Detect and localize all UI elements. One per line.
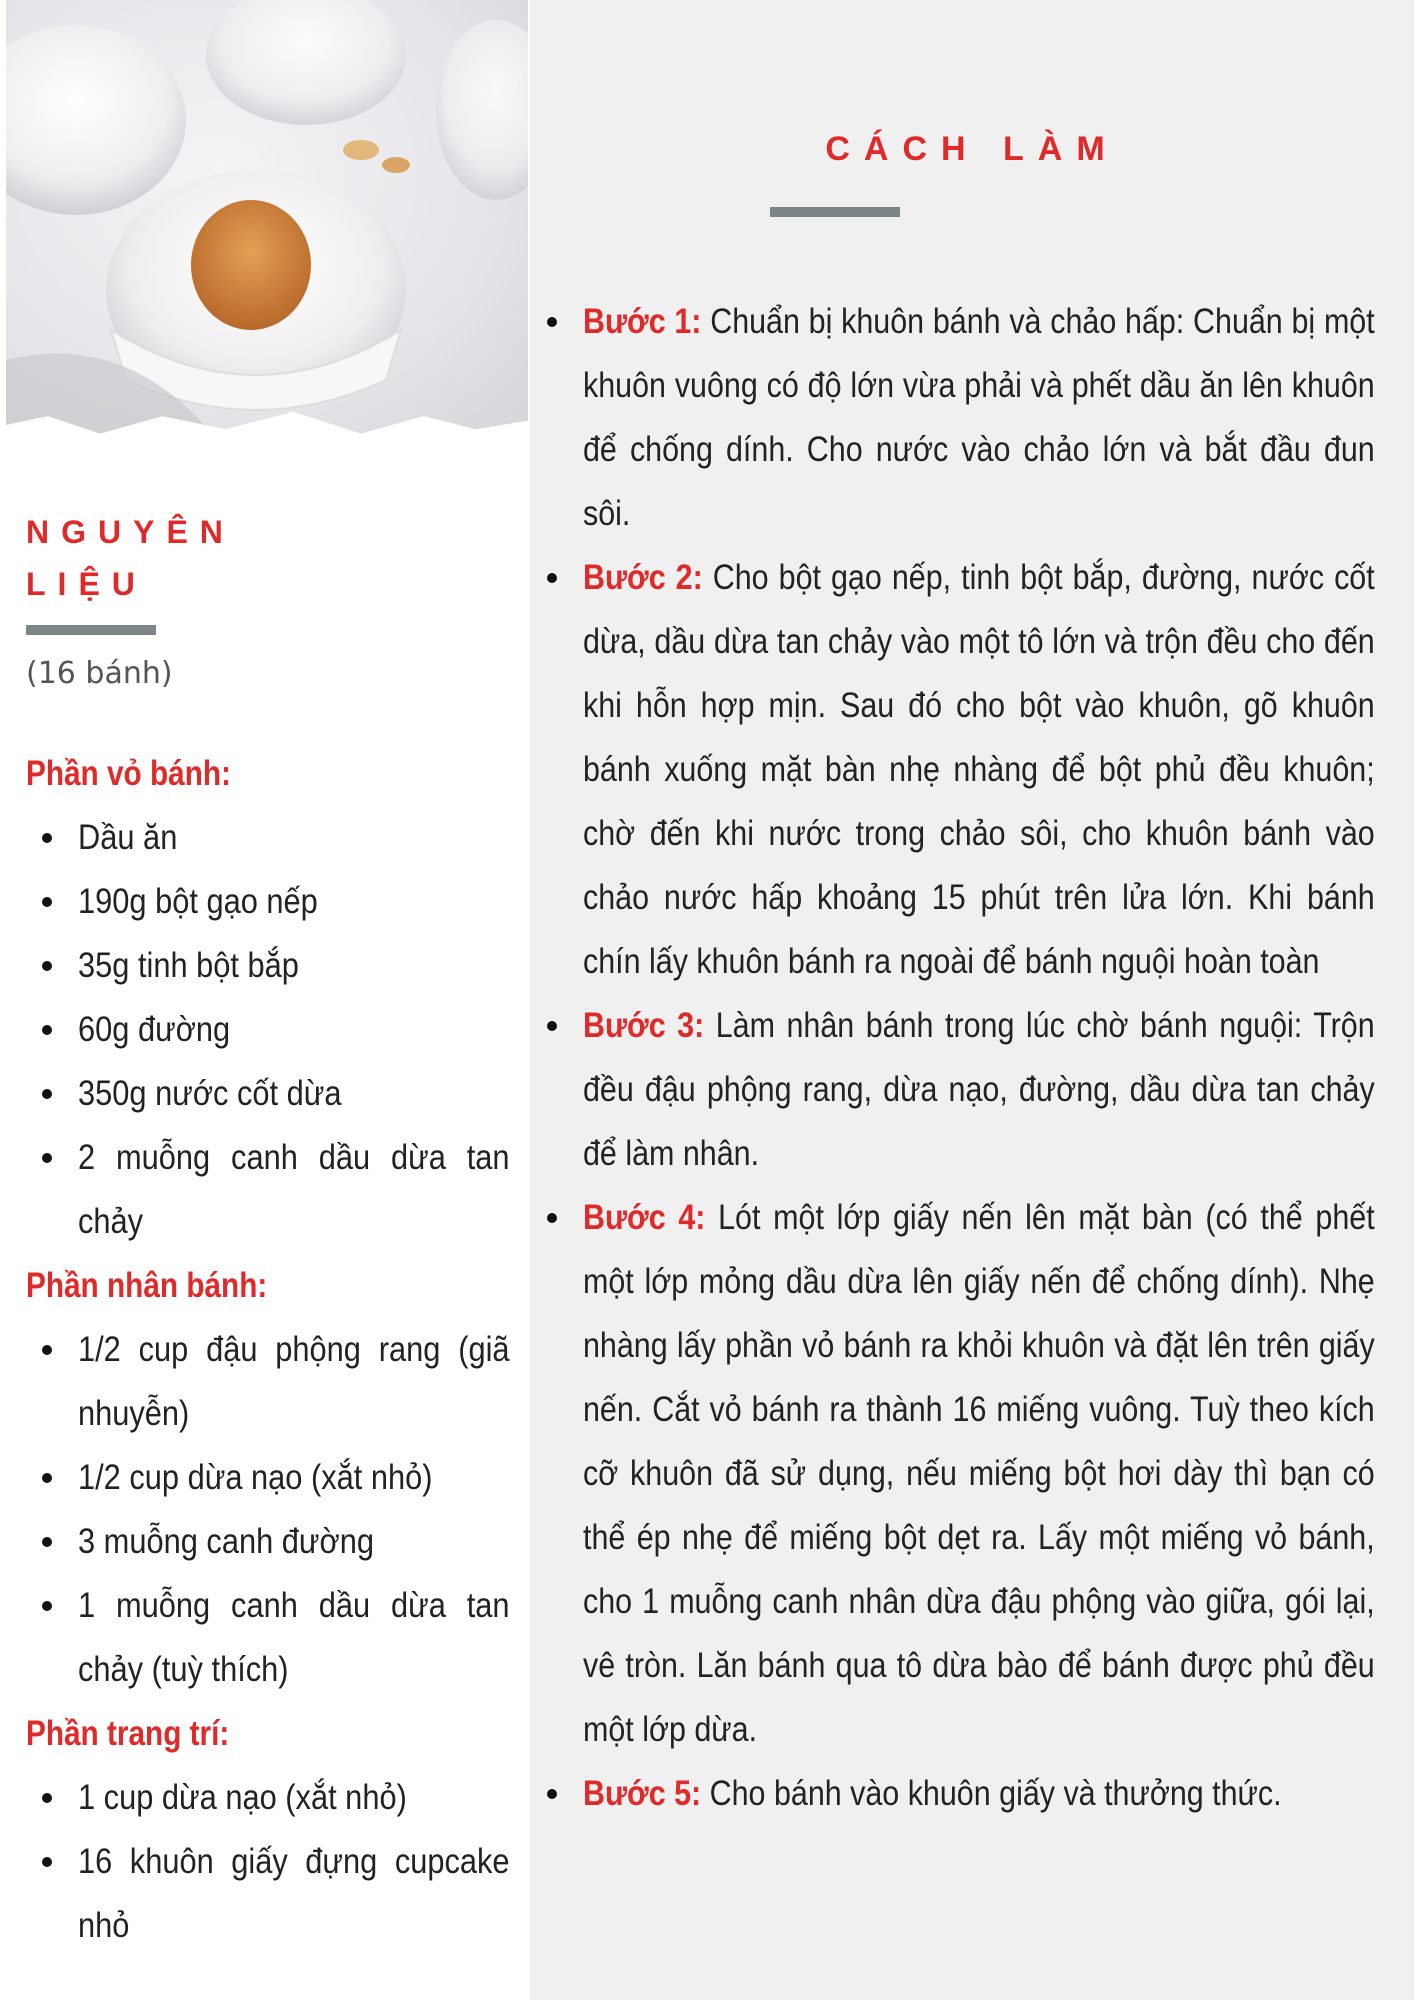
method-step xyxy=(540,546,1380,994)
method-step xyxy=(540,1762,1380,1826)
bullet-icon xyxy=(42,1473,52,1483)
step-label: Bước 3: xyxy=(583,1006,705,1045)
bullet-icon xyxy=(547,1021,557,1031)
ingredient-text: 16 khuôn giấy đựng cupcake nhỏ xyxy=(78,1842,510,1945)
ingredient-text: 1/2 cup dừa nạo (xắt nhỏ) xyxy=(78,1458,433,1497)
ingredient-item xyxy=(26,1830,512,1958)
ingredient-section-heading: Phần nhân bánh: xyxy=(26,1266,268,1305)
ingredients-title: NGUYÊN LIỆU xyxy=(26,514,235,602)
ingredient-item xyxy=(26,1062,512,1126)
bullet-icon xyxy=(547,317,557,327)
step-body xyxy=(583,546,1375,994)
bullet-icon xyxy=(42,1537,52,1547)
ingredient-item xyxy=(26,1318,512,1446)
bullet-icon xyxy=(42,1153,52,1163)
step-label: Bước 5: xyxy=(583,1774,702,1813)
step-body xyxy=(583,994,1375,1186)
ingredient-item xyxy=(26,870,512,934)
method-step xyxy=(540,1186,1380,1762)
ingredient-text: 1/2 cup đậu phộng rang (giã nhuyễn) xyxy=(78,1330,510,1433)
step-label: Bước 4: xyxy=(583,1198,706,1237)
step-body xyxy=(583,290,1375,546)
ingredients-title-bar xyxy=(26,625,156,635)
step-body xyxy=(583,1186,1375,1762)
step-label: Bước 2: xyxy=(583,558,703,597)
bullet-icon xyxy=(42,897,52,907)
ingredient-section-heading: Phần trang trí: xyxy=(26,1714,230,1753)
ingredient-text: 1 muỗng canh dầu dừa tan chảy (tuỳ thích) xyxy=(78,1586,510,1689)
ingredient-item xyxy=(26,1446,512,1510)
ingredient-items xyxy=(26,1766,512,1958)
ingredient-text: 350g nước cốt dừa xyxy=(78,1074,342,1113)
bullet-icon xyxy=(547,1789,557,1799)
bullet-icon xyxy=(42,1857,52,1867)
bullet-icon xyxy=(42,1089,52,1099)
bullet-icon xyxy=(547,573,557,583)
bullet-icon xyxy=(547,1213,557,1223)
method-step xyxy=(540,994,1380,1186)
steps-list xyxy=(540,290,1380,1826)
ingredient-item xyxy=(26,998,512,1062)
ingredient-item xyxy=(26,934,512,998)
ingredient-item xyxy=(26,806,512,870)
step-text: Cho bánh vào khuôn giấy và thưởng thức. xyxy=(701,1774,1282,1813)
ingredient-text: 60g đường xyxy=(78,1010,231,1049)
step-text: Làm nhân bánh trong lúc chờ bánh nguội: Trộn đều đậu phộng rang, dừa nạo, đường, dầu dừa tan chảy để làm nhân. xyxy=(583,1006,1375,1173)
ingredient-text: 1 cup dừa nạo (xắt nhỏ) xyxy=(78,1778,407,1817)
bullet-icon xyxy=(42,961,52,971)
ingredient-item xyxy=(26,1510,512,1574)
ingredient-items xyxy=(26,1318,512,1702)
method-step xyxy=(540,290,1380,546)
recipe-photo xyxy=(6,0,528,438)
bullet-icon xyxy=(42,1345,52,1355)
step-text: Chuẩn bị khuôn bánh và chảo hấp: Chuẩn bị một khuôn vuông có độ lớn vừa phải và phết dầu ăn lên khuôn để chống dính. Cho nước vào chảo lớn và bắt đầu đun sôi. xyxy=(583,302,1375,533)
ingredient-section-heading: Phần vỏ bánh: xyxy=(26,754,231,793)
ingredient-item xyxy=(26,1766,512,1830)
ingredient-text: 3 muỗng canh đường xyxy=(78,1522,374,1561)
ingredient-text: 2 muỗng canh dầu dừa tan chảy xyxy=(78,1138,510,1241)
bullet-icon xyxy=(42,1025,52,1035)
step-text: Lót một lớp giấy nến lên mặt bàn (có thể phết một lớp mỏng dầu dừa lên giấy nến để chống dính). Nhẹ nhàng lấy phần vỏ bánh ra khỏi khuôn và đặt lên trên giấy nến. Cắt vỏ bánh ra thành 16 miếng vuông. Tuỳ theo kích cỡ khuôn đã sử dụng, nếu miếng bột hơi dày thì bạn có thể ép nhẹ để miếng bột dẹt ra. Lấy một miếng vỏ bánh, cho 1 muỗng canh nhân dừa đậu phộng vào giữa, gói lại, vê tròn. Lăn bánh qua tô dừa bào để bánh được phủ đều một lớp dừa. xyxy=(583,1198,1375,1749)
servings-note: (16 bánh) xyxy=(26,656,173,691)
method-title: CÁCH LÀM xyxy=(825,130,1119,168)
step-label: Bước 1: xyxy=(583,302,702,341)
method-title-bar xyxy=(770,207,900,217)
ingredient-text: 190g bột gạo nếp xyxy=(78,882,318,921)
step-body xyxy=(583,1762,1375,1826)
ingredient-items xyxy=(26,806,512,1254)
ingredients-list xyxy=(26,742,512,1958)
step-text: Cho bột gạo nếp, tinh bột bắp, đường, nước cốt dừa, dầu dừa tan chảy vào một tô lớn và trộn đều cho đến khi hỗn hợp mịn. Sau đó cho bột vào khuôn, gõ khuôn bánh xuống mặt bàn nhẹ nhàng để bột phủ đều khuôn; chờ đến khi nước trong chảo sôi, cho khuôn bánh vào chảo nước hấp khoảng 15 phút trên lửa lớn. Khi bánh chín lấy khuôn bánh ra ngoài để bánh nguội hoàn toàn xyxy=(583,558,1375,981)
ingredient-text: 35g tinh bột bắp xyxy=(78,946,299,985)
ingredient-item xyxy=(26,1126,512,1254)
bullet-icon xyxy=(42,833,52,843)
ingredient-item xyxy=(26,1574,512,1702)
bullet-icon xyxy=(42,1793,52,1803)
bullet-icon xyxy=(42,1601,52,1611)
ingredient-text: Dầu ăn xyxy=(78,818,178,857)
